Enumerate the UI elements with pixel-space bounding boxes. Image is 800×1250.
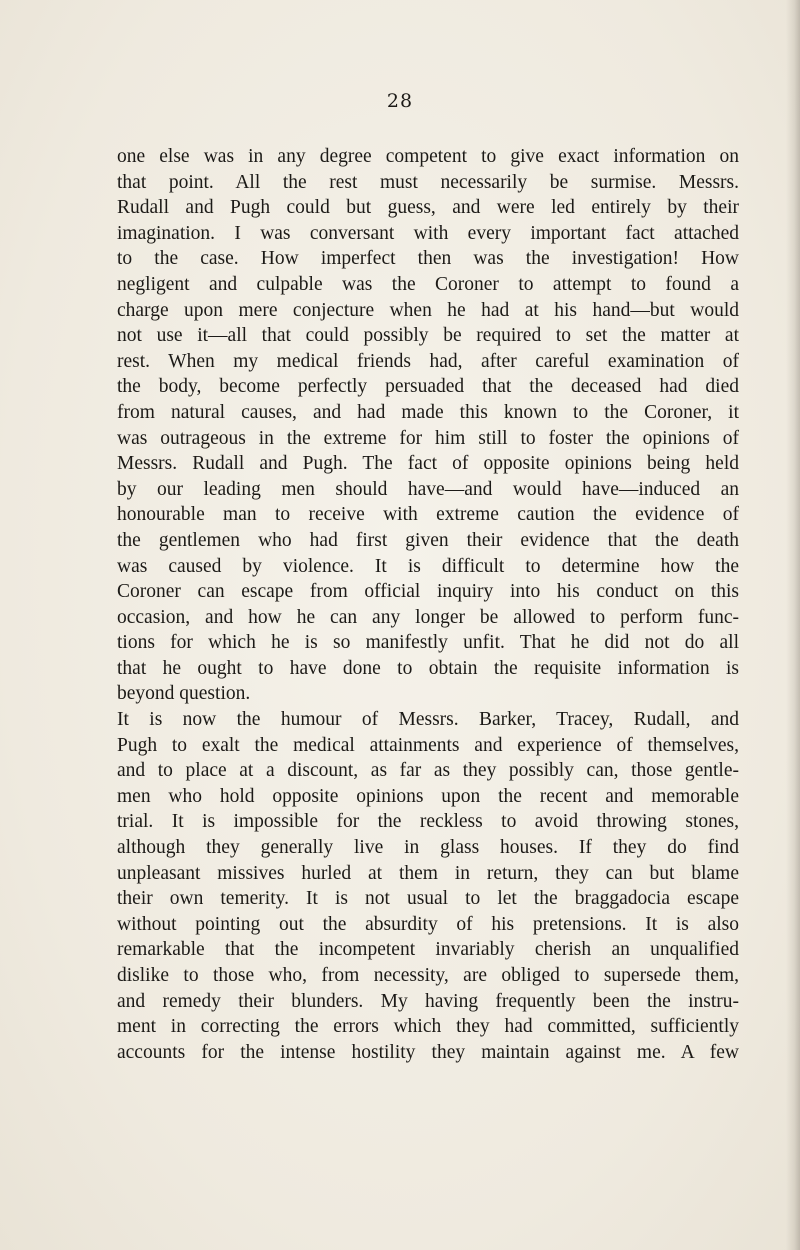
text-line: beyond question. bbox=[117, 683, 251, 705]
text-line: that he ought to have done to obtain the requisite information is bbox=[117, 657, 739, 679]
text-line: and remedy their blunders. My having frequently been the instru- bbox=[117, 990, 739, 1012]
text-line: was outrageous in the extreme for him still to foster the opinions of bbox=[117, 427, 739, 449]
text-line: by our leading men should have—and would have—induced an bbox=[117, 478, 739, 500]
body-text bbox=[117, 144, 739, 1065]
text-line: not use it—all that could possibly be required to set the matter at bbox=[117, 325, 739, 347]
text-line: the body, become perfectly persuaded that the deceased had died bbox=[117, 376, 739, 398]
text-line: negligent and culpable was the Coroner to attempt to found a bbox=[117, 273, 739, 295]
text-line: imagination. I was conversant with every important fact attached bbox=[117, 222, 739, 244]
text-line: was caused by violence. It is difficult to determine how the bbox=[117, 555, 739, 577]
text-line: dislike to those who, from necessity, are obliged to supersede them, bbox=[117, 965, 739, 986]
text-line: Messrs. Rudall and Pugh. The fact of opposite opinions being held bbox=[117, 453, 739, 475]
text-line: rest. When my medical friends had, after careful examination of bbox=[117, 350, 739, 372]
text-line: remarkable that the incompetent invariably cherish an unqualified bbox=[117, 939, 739, 961]
text-line: trial. It is impossible for the reckless to avoid throwing stones, bbox=[117, 811, 739, 833]
text-line: the gentlemen who had first given their evidence that the death bbox=[117, 529, 739, 551]
text-line: charge upon mere conjecture when he had at his hand—but would bbox=[117, 299, 739, 321]
text-line: although they generally live in glass houses. If they do find bbox=[117, 837, 739, 859]
text-line: their own temerity. It is not usual to let the braggadocia escape bbox=[117, 888, 739, 910]
text-line: without pointing out the absurdity of his pretensions. It is also bbox=[117, 913, 739, 935]
text-line: and to place at a discount, as far as they possibly can, those gentle- bbox=[117, 760, 739, 782]
text-line: Pugh to exalt the medical attainments and experience of themselves, bbox=[117, 734, 739, 756]
text-line: that point. All the rest must necessarily be surmise. Messrs. bbox=[117, 171, 739, 193]
page-edge-shadow bbox=[786, 0, 800, 1250]
text-line: accounts for the intense hostility they maintain against me. A few bbox=[117, 1041, 739, 1063]
text-line: Coroner can escape from official inquiry into his conduct on this bbox=[117, 581, 739, 603]
text-line: to the case. How imperfect then was the investigation! How bbox=[117, 248, 739, 270]
text-line: ment in correcting the errors which they had committed, sufficiently bbox=[117, 1016, 739, 1038]
text-line: one else was in any degree competent to give exact information on bbox=[117, 146, 739, 167]
text-line: tions for which he is so manifestly unfit. That he did not do all bbox=[117, 632, 739, 654]
text-line: occasion, and how he can any longer be allowed to perform func- bbox=[117, 606, 739, 628]
text-line: It is now the humour of Messrs. Barker, Tracey, Rudall, and bbox=[117, 709, 739, 731]
text-line: honourable man to receive with extreme caution the evidence of bbox=[117, 504, 739, 526]
text-line: unpleasant missives hurled at them in return, they can but blame bbox=[117, 862, 739, 884]
text-line: Rudall and Pugh could but guess, and were led entirely by their bbox=[117, 197, 739, 219]
text-line: men who hold opposite opinions upon the recent and memorable bbox=[117, 785, 739, 807]
text-line: from natural causes, and had made this known to the Coroner, it bbox=[117, 401, 739, 423]
page-number: 28 bbox=[386, 90, 414, 112]
